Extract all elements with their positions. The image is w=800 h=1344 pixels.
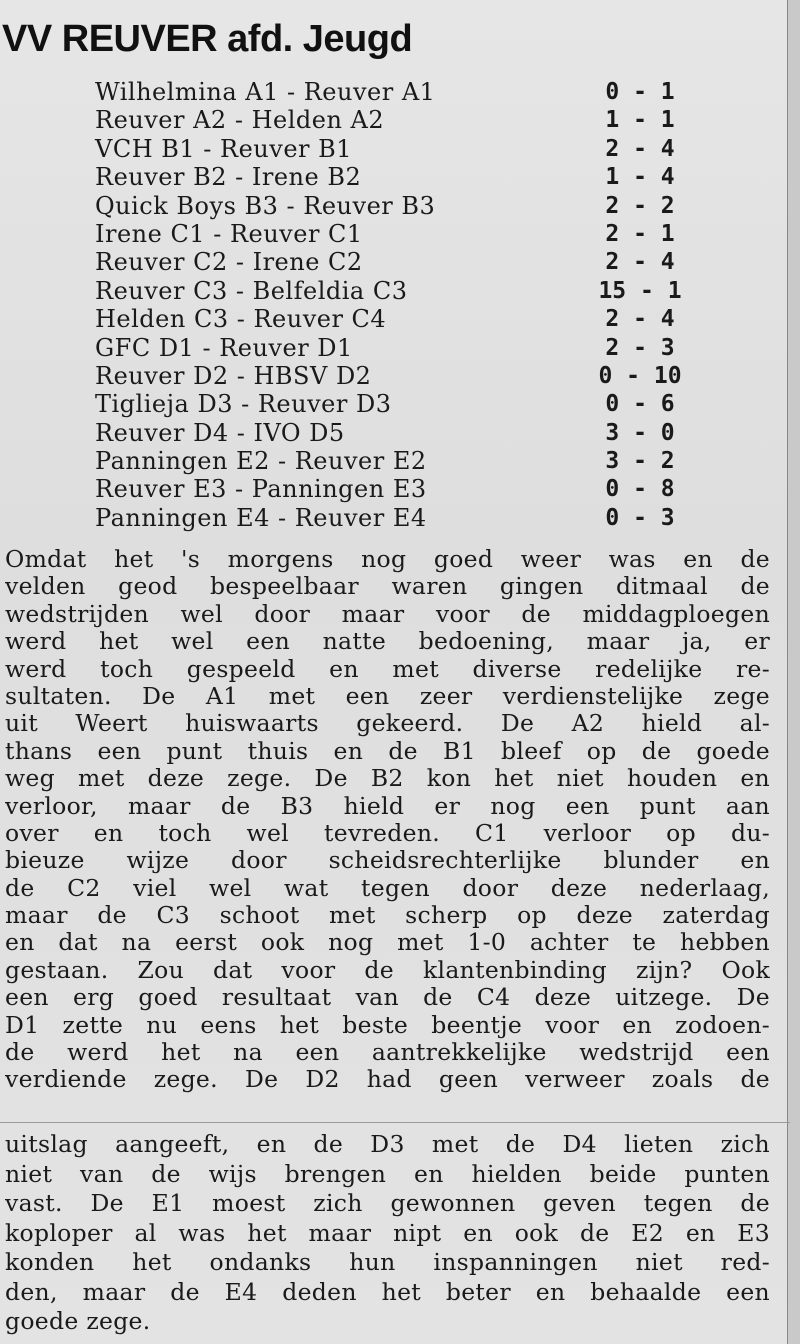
article-title: VV REUVER afd. Jeugd [2, 18, 413, 60]
result-row [95, 135, 695, 163]
text-line: koploper al was het maar nipt en ook de E2 en E3 [5, 1218, 770, 1247]
article-paragraph-1 [5, 546, 770, 1094]
match-score: 2 - 1 [605, 220, 675, 247]
result-row [95, 334, 695, 362]
text-line: sultaten. De A1 met een zeer verdienstelijke zege [5, 682, 770, 710]
match-teams: Irene C1 - Reuver C1 [95, 219, 363, 248]
match-teams: Reuver D4 - IVO D5 [95, 418, 345, 447]
match-teams: Helden C3 - Reuver C4 [95, 305, 387, 334]
text-line: niet van de wijs brengen en hielden beide punten [5, 1159, 770, 1188]
match-score: 3 - 2 [605, 448, 675, 475]
text-line: werd het wel een natte bedoening, maar ja, er [5, 628, 770, 656]
result-row [95, 277, 695, 305]
result-row [95, 362, 695, 390]
match-score: 0 - 8 [605, 476, 675, 503]
result-row [95, 106, 695, 134]
match-teams: Panningen E4 - Reuver E4 [95, 503, 427, 532]
match-teams: Tiglieja D3 - Reuver D3 [95, 390, 392, 419]
text-line: en dat na eerst ook nog met 1-0 achter te hebben [5, 929, 770, 957]
text-line: den, maar de E4 deden het beter en behaalde een [5, 1277, 770, 1306]
match-teams: Reuver C3 - Belfeldia C3 [95, 276, 408, 305]
clipping-edge [787, 0, 800, 1344]
match-score: 2 - 2 [605, 192, 675, 219]
match-score: 0 - 1 [605, 79, 675, 105]
match-score: 1 - 1 [605, 107, 675, 134]
result-row [95, 305, 695, 333]
result-row [95, 220, 695, 248]
match-teams: Wilhelmina A1 - Reuver A1 [95, 78, 436, 106]
match-teams: Reuver C2 - Irene C2 [95, 248, 363, 277]
result-row [95, 248, 695, 276]
result-row [95, 78, 695, 106]
article-paragraph-2 [5, 1130, 770, 1337]
text-line: goede zege. [5, 1307, 151, 1335]
match-score: 2 - 3 [605, 334, 675, 361]
text-line: Omdat het 's morgens nog goed weer was en de [5, 546, 770, 573]
text-line: velden geod bespeelbaar waren gingen ditmaal de [5, 573, 770, 601]
match-score: 15 - 1 [598, 277, 682, 304]
text-line: gestaan. Zou dat voor de klantenbinding zijn? Ook [5, 956, 770, 984]
result-row [95, 419, 695, 447]
text-line: de C2 viel wel wat tegen door deze nederlaag, [5, 874, 770, 902]
match-score: 0 - 10 [598, 362, 682, 389]
match-score: 0 - 3 [605, 504, 675, 531]
text-line: thans een punt thuis en de B1 bleef op de goede [5, 737, 770, 765]
match-teams: VCH B1 - Reuver B1 [95, 134, 353, 163]
match-score: 3 - 0 [605, 419, 675, 446]
match-teams: Reuver B2 - Irene B2 [95, 163, 362, 192]
text-line: bieuze wijze door scheidsrechterlijke blunder en [5, 847, 770, 875]
results-list [95, 78, 695, 532]
result-row [95, 475, 695, 503]
text-line: maar de C3 schoot met scherp op deze zaterdag [5, 902, 770, 930]
text-line: een erg goed resultaat van de C4 deze uitzege. De [5, 984, 770, 1012]
text-line: vast. De E1 moest zich gewonnen geven tegen de [5, 1189, 770, 1217]
text-line: uitslag aangeeft, en de D3 met de D4 lieten zich [5, 1130, 770, 1158]
text-line: verdiende zege. De D2 had geen verweer zoals de [5, 1066, 770, 1094]
clipping-cut-line [0, 1122, 790, 1123]
text-line: weg met deze zege. De B2 kon het niet houden en [5, 765, 770, 793]
text-line: uit Weert huiswaarts gekeerd. De A2 hield al- [5, 710, 770, 738]
text-line: wedstrijden wel door maar voor de middagploegen [5, 600, 770, 628]
result-row [95, 192, 695, 220]
text-line: konden het ondanks hun inspanningen niet red- [5, 1248, 770, 1276]
text-line: verloor, maar de B3 hield er nog een punt aan [5, 792, 770, 820]
match-score: 2 - 4 [605, 249, 675, 276]
match-score: 0 - 6 [605, 391, 675, 418]
text-line: de werd het na een aantrekkelijke wedstrijd een [5, 1039, 770, 1067]
text-line: D1 zette nu eens het beste beentje voor en zodoen- [5, 1011, 770, 1039]
match-score: 2 - 4 [605, 135, 675, 162]
match-teams: Panningen E2 - Reuver E2 [95, 447, 427, 476]
text-line: werd toch gespeeld en met diverse redelijke re- [5, 655, 770, 683]
match-teams: Reuver A2 - Helden A2 [95, 106, 385, 135]
match-score: 1 - 4 [605, 164, 675, 191]
text-line: over en toch wel tevreden. C1 verloor op du- [5, 819, 770, 847]
match-teams: GFC D1 - Reuver D1 [95, 333, 353, 362]
result-row [95, 447, 695, 475]
match-teams: Reuver E3 - Panningen E3 [95, 475, 427, 504]
match-teams: Quick Boys B3 - Reuver B3 [95, 191, 436, 220]
result-row [95, 163, 695, 191]
result-row [95, 504, 695, 532]
match-teams: Reuver D2 - HBSV D2 [95, 361, 372, 390]
result-row [95, 390, 695, 418]
match-score: 2 - 4 [605, 306, 675, 333]
